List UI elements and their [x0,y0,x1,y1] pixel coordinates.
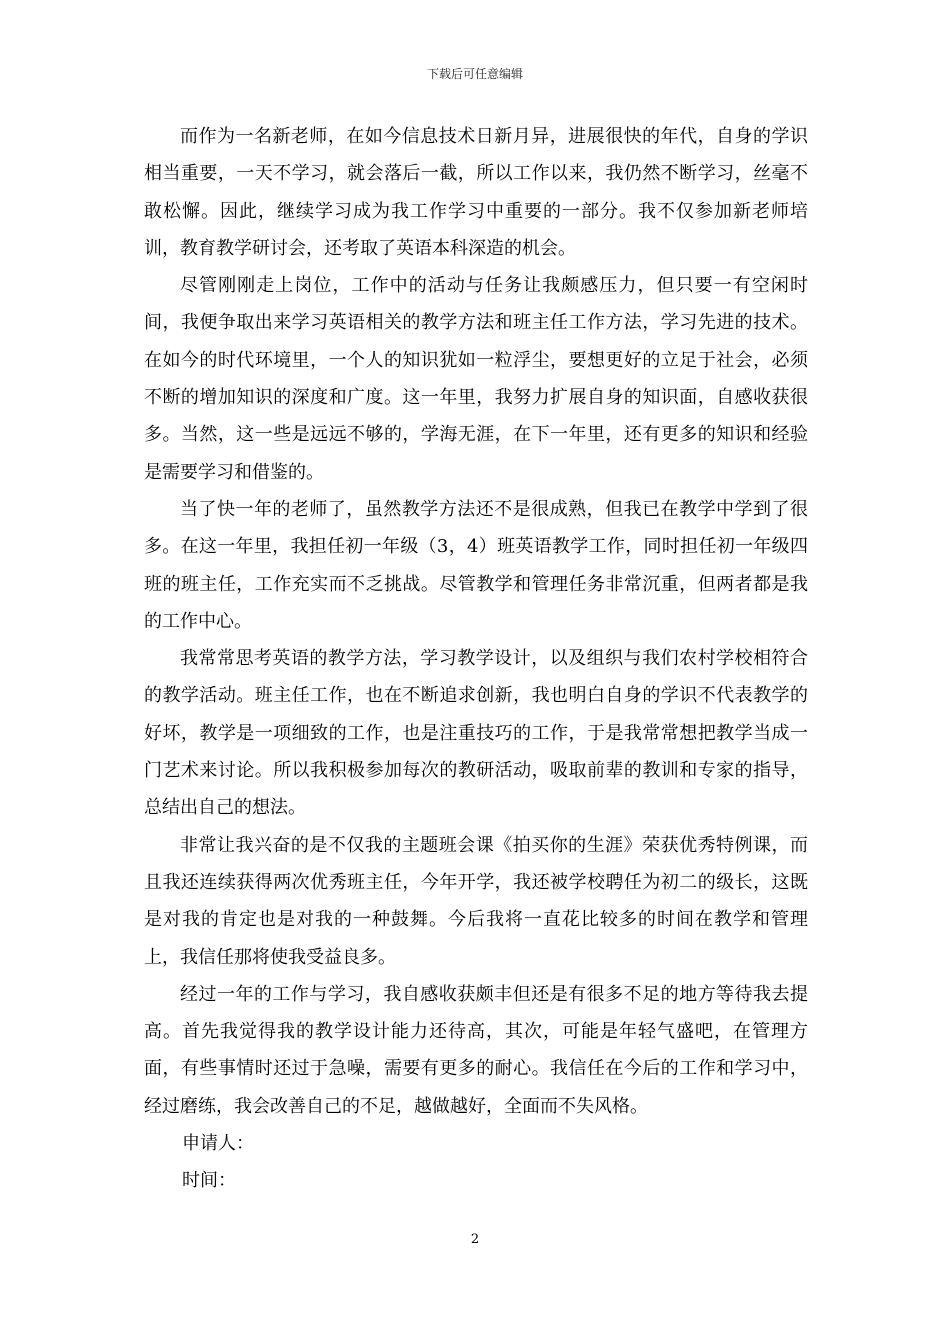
signature-applicant: 申请人： [182,1133,254,1155]
paragraph-6: 经过一年的工作与学习，我自感收获颇丰但还是有很多不足的地方等待我去提高。首先我觉得我的教学设计能力还待高，其次，可能是年轻气盛吧，在管理方面，有些事情时还过于急噪，需要有更多的耐心。我信任在今后的工作和学习中，经过磨练，我会改善自己的不足，越做越好，全面而不失风格。 [144,983,808,1117]
page-header: 下载后可任意编辑 [426,67,523,81]
signature-time: 时间： [182,1170,236,1192]
paragraph-1: 而作为一名新老师，在如今信息技术日新月异，进展很快的年代，自身的学识相当重要，一天不学习，就会落后一截，所以工作以来，我仍然不断学习，丝毫不敢松懈。因此，继续学习成为我工作学习中重要的一部分。我不仅参加新老师培训，教育教学研讨会，还考取了英语本科深造的机会。 [144,126,808,259]
paragraph-4: 我常常思考英语的教学方法，学习教学设计，以及组织与我们农村学校相符合的教学活动。班主任工作，也在不断追求创新，我也明白自身的学识不代表教学的好坏，教学是一项细致的工作，也是注重技巧的工作，于是我常常想把教学当成一门艺术来讨论。所以我积极参加每次的教研活动，吸取前辈的教训和专家的指导，总结出自己的想法。 [144,648,808,819]
paragraph-3: 当了快一年的老师了，虽然教学方法还不是很成熟，但我已在教学中学到了很多。在这一年里，我担任初一年级（3，4）班英语教学工作，同时担任初一年级四班的班主任，工作充实而不乏挑战。尽管教学和管理任务非常沉重，但两者都是我的工作中心。 [144,498,808,632]
document-body [144,118,808,1200]
paragraph-2: 尽管刚刚走上岗位，工作中的活动与任务让我颇感压力，但只要一有空闲时间，我便争取出来学习英语相关的教学方法和班主任工作方法，学习先进的技术。在如今的时代环境里，一个人的知识犹如一粒浮尘，要想更好的立足于社会，必须不断的增加知识的深度和广度。这一年里，我努力扩展自身的知识面，自感收获很多。当然，这一些是远远不够的，学海无涯，在下一年里，还有更多的知识和经验是需要学习和借鉴的。 [144,275,808,483]
paragraph-5: 非常让我兴奋的是不仅我的主题班会课《拍买你的生涯》荣获优秀特例课，而且我还连续获得两次优秀班主任，今年开学，我还被学校聘任为初二的级长，这既是对我的肯定也是对我的一种鼓舞。今后我将一直花比较多的时间在教学和管理上，我信任那将使我受益良多。 [144,834,808,968]
page-number: 2 [470,1232,480,1247]
